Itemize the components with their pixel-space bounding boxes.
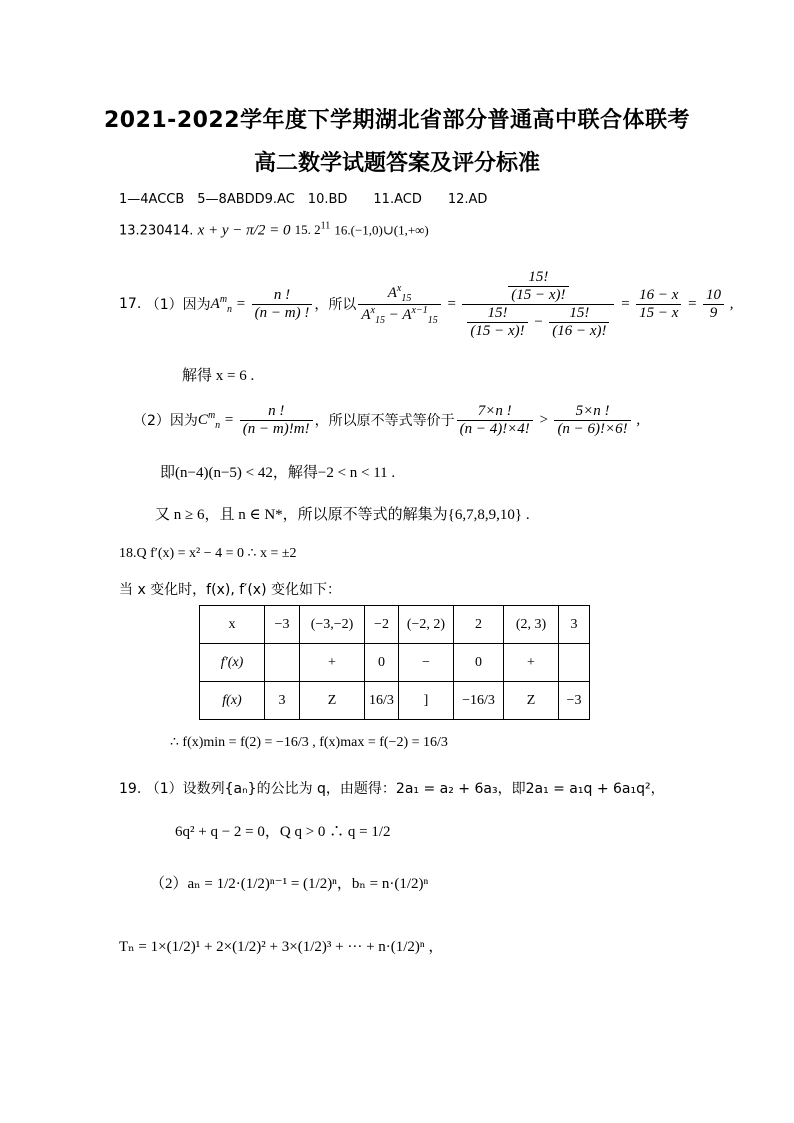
q16-answer: 16.(−1,0)∪(1,+∞)	[334, 222, 429, 238]
q19-line2: 6q² + q − 2 = 0，Q q > 0 ∴ q = 1/2	[175, 824, 391, 840]
q17-part1	[119, 259, 734, 349]
table-cell: 3	[559, 606, 590, 644]
table-cell: +	[300, 644, 365, 682]
table-cell: 3	[265, 682, 300, 720]
table-cell: −16/3	[454, 682, 504, 720]
q19-line3: （2）aₙ = 1/2·(1/2)ⁿ⁻¹ = (1/2)ⁿ，bₙ = n·(1/2)ⁿ	[150, 876, 429, 892]
table-cell: 2	[454, 606, 504, 644]
table-cell: Z	[504, 682, 559, 720]
q17-part2-mid: ，所以原不等式等价于	[314, 413, 455, 429]
table-cell	[559, 644, 590, 682]
q18-line2: 当 x 变化时，f(x), f′(x) 变化如下：	[119, 582, 341, 598]
table-cell: −3	[265, 606, 300, 644]
q15-answer: 15. $2^{11}$	[294, 221, 331, 238]
table-row	[200, 644, 590, 682]
q14-answer: x + y − π/2 = 0	[197, 222, 291, 239]
q17-ratio: $\frac{A^x_{15}}{A^x_{15} - A^{x-1}_{15}}$ = $\frac{15!}{(15 - x)!}$ $\frac{15!}{(15 - x)!}$ − $\frac{15!}{(16 - x)!}$ = $\frac{16 - x}{15 - x}$ = $\frac{10}{9}$ ,	[356, 269, 733, 340]
table-cell: x	[200, 606, 265, 644]
q17-inequality: $\frac{7\times n !}{(n - 4)!\times 4!}$ > $\frac{5\times n !}{(n - 6)!\times 6!}$ ,	[455, 403, 641, 438]
table-cell: (−3,−2)	[300, 606, 365, 644]
fill-prefix: 13.230414.	[119, 223, 194, 239]
table-cell: −	[399, 644, 454, 682]
document-subtitle: 高二数学试题答案及评分标准	[253, 151, 540, 176]
q17-part1-intro: （1）因为	[145, 297, 211, 313]
table-cell: f(x)	[200, 682, 265, 720]
q19-line4: Tₙ = 1×(1/2)¹ + 2×(1/2)² + 3×(1/2)³ + ··· + n·(1/2)ⁿ ，	[119, 939, 444, 955]
q17-line4: 又 n ≥ 6，且 n ∈ N*，所以原不等式的解集为{6,7,8,9,10} .	[155, 507, 530, 523]
table-cell: (−2, 2)	[399, 606, 454, 644]
table-cell: +	[504, 644, 559, 682]
table-cell: Z	[300, 682, 365, 720]
q17-part2	[133, 398, 640, 442]
table-cell	[265, 644, 300, 682]
q17-part2-intro: （2）因为	[133, 413, 198, 429]
q17-perm-formula: $A^m_n$ = $\frac{n !}{(n - m) !}$	[211, 287, 315, 322]
document-title: 2021-2022学年度下学期湖北省部分普通高中联合体联考	[103, 108, 691, 133]
table-row	[200, 606, 590, 644]
fill-answers	[119, 221, 429, 239]
q17-part1-result: 解得 x = 6 .	[182, 368, 255, 384]
table-row	[200, 682, 590, 720]
choice-answers: 1—4ACCB 5—8ABDD9.AC 10.BD 11.ACD 12.AD	[119, 192, 488, 207]
q19-line1: 19. （1）设数列{aₙ}的公比为 q，由题得：2a₁ = a₂ + 6a₃，即2a₁ = a₁q + 6a₁q²，	[119, 781, 665, 797]
q18-line1: 18.Q f′(x) = x² − 4 = 0 ∴ x = ±2	[119, 546, 297, 561]
variation-table	[199, 605, 590, 720]
table-cell: (2, 3)	[504, 606, 559, 644]
q17-comb-formula: $C^m_n$ = $\frac{n !}{(n - m)!m!}$	[198, 403, 315, 438]
table-cell: f′(x)	[200, 644, 265, 682]
table-cell: 16/3	[365, 682, 399, 720]
q17-label: 17.	[119, 296, 142, 312]
q17-part1-mid: ，所以	[314, 297, 357, 313]
q17-line3: 即(n−4)(n−5) < 42，解得−2 < n < 11 .	[160, 465, 396, 481]
table-cell: −2	[365, 606, 399, 644]
q18-conclusion: ∴ f(x)min = f(2) = −16/3 , f(x)max = f(−2) = 16/3	[170, 735, 448, 750]
table-cell: 0	[365, 644, 399, 682]
table-cell: 0	[454, 644, 504, 682]
table-cell: −3	[559, 682, 590, 720]
table-cell: ]	[399, 682, 454, 720]
